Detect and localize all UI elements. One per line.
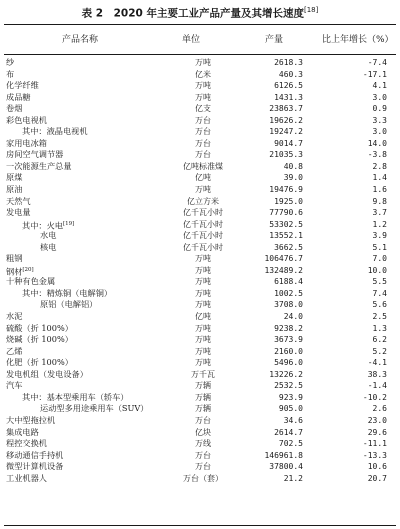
table-row (0, 103, 400, 115)
column-header-unit: 单位 (182, 35, 201, 45)
unit-cell: 万吨 (195, 323, 211, 333)
product-name-cell (40, 230, 56, 242)
unit-cell: 万辆 (195, 381, 211, 391)
table-row (0, 172, 400, 184)
unit-cell: 亿吨 (195, 173, 211, 183)
output-cell: 23863.7 (269, 104, 303, 114)
product-name-text: 大中型拖拉机 (6, 414, 56, 425)
product-name-text: 水泥 (6, 311, 23, 322)
output-cell: 1002.5 (274, 288, 303, 298)
growth-cell: 3.7 (372, 208, 387, 218)
growth-cell: 0.9 (372, 104, 387, 114)
output-cell: 19247.2 (269, 127, 303, 137)
product-name-text: 水电 (40, 230, 57, 241)
product-name-text: 纱 (6, 57, 15, 67)
product-name-text: 家用电冰箱 (6, 137, 47, 148)
growth-cell: 23.0 (367, 415, 387, 425)
product-name-cell (22, 288, 112, 300)
product-name-cell (6, 172, 22, 184)
product-name-text: 成品糖 (6, 91, 31, 102)
product-name-text: 移动通信手持机 (6, 449, 64, 460)
product-name-cell (6, 450, 63, 462)
product-name-text: 其中：火电 (22, 220, 63, 231)
product-name-cell (6, 357, 73, 369)
growth-cell: -4.1 (367, 358, 387, 368)
product-name-cell (6, 92, 31, 104)
table-row (0, 369, 400, 381)
product-name-text: 乙烯 (6, 345, 23, 356)
product-name-text: 发电机组（发电设备） (6, 368, 88, 379)
output-cell: 923.9 (278, 392, 303, 402)
unit-cell: 万台 (195, 127, 211, 137)
product-name-cell (6, 80, 39, 92)
growth-cell: -7.4 (367, 58, 387, 67)
unit-cell: 万辆 (195, 392, 211, 402)
growth-cell: 7.4 (372, 288, 387, 298)
growth-cell: 2.8 (372, 161, 387, 171)
product-name-cell (6, 253, 22, 265)
growth-cell: 5.5 (372, 277, 387, 287)
output-cell: 53302.5 (269, 219, 303, 229)
table-row (0, 380, 400, 392)
table-body (0, 57, 400, 484)
output-cell: 132489.2 (264, 265, 303, 275)
unit-cell: 亿立方米 (187, 196, 219, 206)
growth-cell: -17.1 (362, 69, 387, 79)
unit-cell: 万吨 (195, 81, 211, 91)
growth-cell: 2.6 (372, 404, 387, 414)
unit-cell: 万吨 (195, 346, 211, 356)
product-name-cell (6, 149, 63, 161)
product-name-text: 运动型多用途乘用车（SUV） (40, 403, 149, 414)
product-name-text: 其中：液晶电视机 (22, 126, 88, 137)
growth-cell: 4.1 (372, 81, 387, 91)
product-name-text: 原油 (6, 184, 23, 195)
output-cell: 37800.4 (269, 462, 303, 472)
unit-cell: 亿千瓦小时 (183, 219, 223, 229)
product-name-text: 发电量 (6, 207, 31, 218)
product-name-text: 化学纤维 (6, 80, 39, 91)
output-cell: 19626.2 (269, 115, 303, 125)
table-row (0, 450, 400, 462)
unit-cell: 万辆 (195, 404, 211, 414)
unit-cell: 万吨 (195, 358, 211, 368)
growth-cell: 2.5 (372, 312, 387, 322)
growth-cell: 3.9 (372, 231, 387, 241)
table-row (0, 196, 400, 208)
output-cell: 13552.1 (269, 231, 303, 241)
growth-cell: 1.4 (372, 173, 387, 183)
product-name-text: 硫酸（折 100%） (6, 322, 73, 333)
unit-cell: 亿块 (195, 427, 211, 437)
output-cell: 40.8 (283, 161, 303, 171)
product-name-cell (6, 196, 31, 208)
product-name-text: 微型计算机设备 (6, 461, 64, 472)
output-cell: 5496.0 (274, 358, 303, 368)
growth-cell: -1.4 (367, 381, 387, 391)
output-cell: 9238.2 (274, 323, 303, 333)
growth-cell: 5.1 (372, 242, 387, 252)
unit-cell: 万吨 (195, 277, 211, 287)
growth-cell: 3.0 (372, 92, 387, 102)
product-name-text: 钢材 (6, 266, 23, 277)
output-cell: 2618.3 (274, 58, 303, 67)
unit-cell: 亿千瓦小时 (183, 242, 223, 252)
product-name-cell (40, 299, 97, 311)
output-cell: 1431.3 (274, 92, 303, 102)
column-header-output: 产量 (265, 35, 284, 45)
product-name-text: 一次能源生产总量 (6, 160, 72, 171)
product-name-text: 彩色电视机 (6, 114, 47, 125)
unit-cell: 亿千瓦小时 (183, 231, 223, 241)
output-cell: 460.3 (278, 69, 303, 79)
product-name-cell (6, 473, 47, 485)
unit-cell: 亿千瓦小时 (183, 208, 223, 218)
output-cell: 1925.0 (274, 196, 303, 206)
product-name-cell (6, 346, 22, 358)
growth-cell: 9.8 (372, 196, 387, 206)
product-name-cell (6, 57, 14, 69)
product-name-cell (6, 369, 88, 381)
table-row (0, 346, 400, 358)
table-row (0, 392, 400, 404)
growth-cell: 1.6 (372, 185, 387, 195)
growth-cell: 10.6 (367, 462, 387, 472)
product-name-cell (6, 334, 73, 346)
growth-cell: -13.3 (362, 450, 387, 460)
product-name-cell (6, 438, 47, 450)
unit-cell: 万吨 (195, 335, 211, 345)
table-row (0, 219, 400, 231)
product-name-text: 其中：精炼铜（电解铜） (22, 287, 113, 298)
unit-cell: 万台 (195, 115, 211, 125)
product-name-cell (40, 403, 149, 415)
growth-cell: 5.2 (372, 346, 387, 356)
table-row (0, 149, 400, 161)
table-row (0, 207, 400, 219)
table-header-rule (4, 54, 396, 55)
output-cell: 3673.9 (274, 335, 303, 345)
growth-cell: 3.3 (372, 115, 387, 125)
product-name-cell (6, 184, 22, 196)
product-name-text: 卷烟 (6, 103, 23, 114)
product-name-cell (6, 415, 55, 427)
table-title (0, 2, 400, 18)
product-name-text: 天然气 (6, 195, 31, 206)
unit-cell: 亿支 (195, 104, 211, 114)
product-name-text: 布 (6, 68, 15, 79)
output-cell: 702.5 (278, 439, 303, 449)
output-cell: 19476.9 (269, 185, 303, 195)
output-cell: 6126.5 (274, 81, 303, 91)
product-name-cell (6, 427, 39, 439)
unit-cell: 万台 (195, 415, 211, 425)
unit-cell: 万台（套） (183, 473, 223, 483)
product-name-text: 原铝（电解铝） (40, 299, 98, 310)
output-cell: 2614.7 (274, 427, 303, 437)
product-name-text: 化肥（折 100%） (6, 357, 73, 368)
unit-cell: 万台 (195, 450, 211, 460)
table-row (0, 69, 400, 81)
product-name-text: 十种有色金属 (6, 276, 56, 287)
table-row (0, 242, 400, 254)
column-header-growth: 比上年增长（%） (322, 35, 394, 45)
table-row (0, 311, 400, 323)
product-name-cell (6, 323, 73, 335)
growth-cell: 6.2 (372, 335, 387, 345)
table-row (0, 299, 400, 311)
table-row (0, 161, 400, 173)
table-row (0, 138, 400, 150)
unit-cell: 万吨 (195, 92, 211, 102)
table-row (0, 357, 400, 369)
product-name-cell (6, 207, 31, 219)
table-row (0, 184, 400, 196)
output-cell: 106476.7 (264, 254, 303, 264)
table-row (0, 403, 400, 415)
growth-cell: 3.0 (372, 127, 387, 137)
table-title-text: 表 2 2020 年主要工业产品产量及其增长速度 (81, 7, 304, 20)
unit-cell: 亿吨标准煤 (183, 161, 223, 171)
output-cell: 13226.2 (269, 369, 303, 379)
product-name-cell (6, 276, 55, 288)
growth-cell: 1.3 (372, 323, 387, 333)
product-name-text: 核电 (40, 241, 57, 252)
unit-cell: 万吨 (195, 265, 211, 275)
product-name-text: 原煤 (6, 172, 23, 183)
table-row (0, 230, 400, 242)
table-row (0, 288, 400, 300)
table-row (0, 276, 400, 288)
output-cell: 905.0 (278, 404, 303, 414)
product-name-cell (22, 392, 128, 404)
output-cell: 6188.4 (274, 277, 303, 287)
product-name-cell (6, 380, 22, 392)
table-row (0, 265, 400, 277)
product-name-cell (6, 69, 14, 81)
column-header-product-name: 产品名称 (62, 35, 99, 45)
table-row (0, 427, 400, 439)
growth-cell: 38.3 (367, 369, 387, 379)
output-cell: 9014.7 (274, 138, 303, 148)
output-cell: 77790.6 (269, 208, 303, 218)
table-title-footnote-ref: [18] (303, 6, 319, 14)
table-row (0, 57, 400, 69)
output-cell: 21.2 (283, 473, 303, 483)
product-name-text: 工业机器人 (6, 472, 47, 483)
product-name-text: 房间空气调节器 (6, 149, 64, 160)
output-cell: 21035.3 (269, 150, 303, 160)
growth-cell: 1.2 (372, 219, 387, 229)
output-cell: 34.6 (283, 415, 303, 425)
output-cell: 39.0 (283, 173, 303, 183)
product-name-cell (22, 126, 88, 138)
product-name-cell (6, 115, 47, 127)
growth-cell: 29.6 (367, 427, 387, 437)
unit-cell: 万吨 (195, 58, 211, 67)
product-name-cell (6, 138, 47, 150)
footnote-ref: [19] (62, 220, 75, 227)
product-name-text: 集成电路 (6, 426, 39, 437)
table-row (0, 438, 400, 450)
unit-cell: 万吨 (195, 288, 211, 298)
product-name-cell (6, 161, 72, 173)
product-name-cell (40, 242, 56, 254)
unit-cell: 万台 (195, 138, 211, 148)
table-row (0, 334, 400, 346)
product-name-text: 程控交换机 (6, 438, 47, 449)
table-row (0, 253, 400, 265)
output-cell: 3662.5 (274, 242, 303, 252)
growth-cell: -10.2 (362, 392, 387, 402)
table-row (0, 115, 400, 127)
unit-cell: 万台 (195, 462, 211, 472)
table-bottom-rule (4, 525, 396, 526)
unit-cell: 亿米 (195, 69, 211, 79)
footnote-ref: [20] (22, 266, 34, 273)
table-row (0, 323, 400, 335)
growth-cell: 20.7 (367, 473, 387, 483)
growth-cell: -11.1 (362, 439, 387, 449)
growth-cell: 10.0 (367, 265, 387, 275)
table-row (0, 473, 400, 485)
growth-cell: 7.0 (372, 254, 387, 264)
product-name-cell (6, 311, 22, 323)
table-row (0, 415, 400, 427)
growth-cell: 14.0 (367, 138, 387, 148)
table-row (0, 92, 400, 104)
table-row (0, 80, 400, 92)
table-top-rule (4, 24, 396, 25)
product-name-text: 粗钢 (6, 253, 23, 264)
product-name-text: 其中：基本型乘用车（轿车） (22, 391, 129, 402)
product-name-text: 烧碱（折 100%） (6, 334, 73, 345)
unit-cell: 万线 (195, 439, 211, 449)
unit-cell: 万台 (195, 150, 211, 160)
table-row (0, 126, 400, 138)
output-cell: 146961.8 (264, 450, 303, 460)
table-row (0, 461, 400, 473)
product-name-cell (6, 103, 22, 115)
output-cell: 3708.0 (274, 300, 303, 310)
unit-cell: 万千瓦 (191, 369, 215, 379)
output-cell: 2160.0 (274, 346, 303, 356)
product-name-text: 汽车 (6, 380, 23, 391)
output-cell: 2532.5 (274, 381, 303, 391)
unit-cell: 万吨 (195, 185, 211, 195)
growth-cell: 5.6 (372, 300, 387, 310)
unit-cell: 万吨 (195, 300, 211, 310)
output-cell: 24.0 (283, 312, 303, 322)
unit-cell: 亿吨 (195, 312, 211, 322)
product-name-cell (6, 461, 63, 473)
unit-cell: 万吨 (195, 254, 211, 264)
growth-cell: -3.8 (367, 150, 387, 160)
